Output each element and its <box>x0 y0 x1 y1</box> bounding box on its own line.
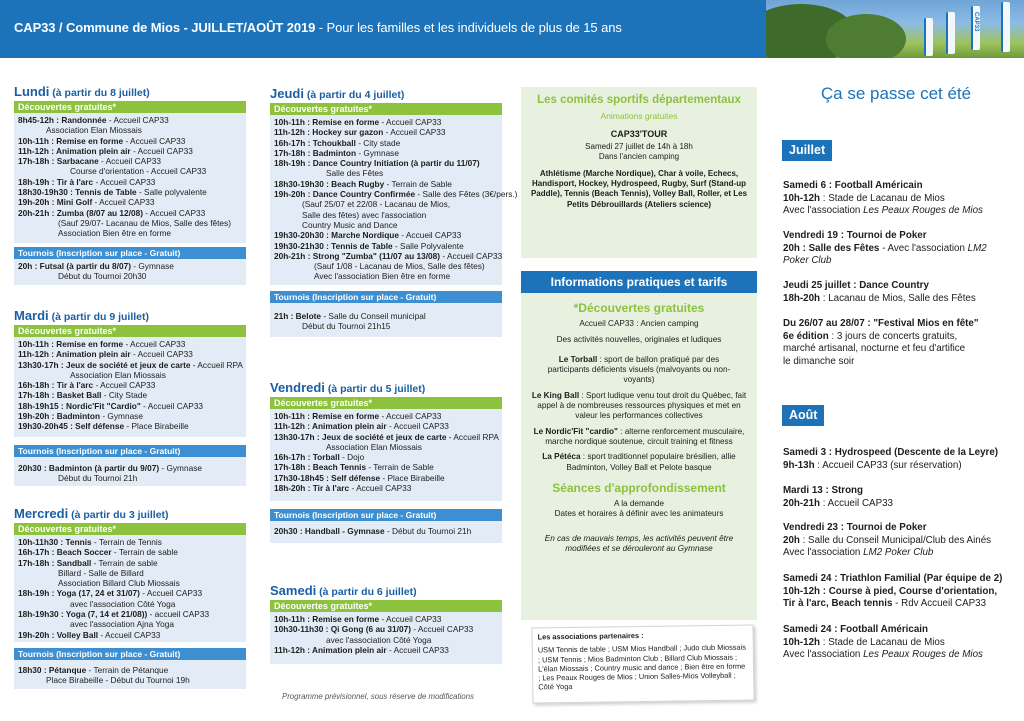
info-box <box>521 293 757 620</box>
activity-row: 18h30-19h30 : Beach Rugby - Terrain de Sable <box>274 178 452 189</box>
event-line: Du 26/07 au 28/07 : "Festival Mios en fête" <box>783 318 979 329</box>
activity-row: 17h-18h : Badminton - Gymnase <box>274 147 399 158</box>
activity-row: 18h-19h30 : Yoga (7, 14 et 21/08)) - accueil CAP33 <box>18 609 210 620</box>
day-mercredi <box>14 506 246 689</box>
activity-row: 20h30 : Badminton (à partir du 9/07) - Gymnase <box>18 463 202 473</box>
flag-icon <box>1001 2 1010 52</box>
activity-row: 16h-17h : Beach Soccer - Terrain de sable <box>18 547 178 558</box>
event-line: 10h-12h : Course à pied, Course d'orientation, <box>783 585 998 597</box>
day-title: Lundi (à partir du 8 juillet) <box>14 84 150 99</box>
event-line: Poker Club <box>783 255 832 267</box>
activity-row: 19h30-20h30 : Marche Nordique - Accueil CAP33 <box>274 230 462 241</box>
event-line: Avec l'association Les Peaux Rouges de Mios <box>783 649 983 661</box>
tour-activities: Athlétisme (Marche Nordique), Char à voile, Echecs, Handisport, Hockey, Hydrospeed, Rugby, Surf (Stand-up Paddle), Tennis (Beach Tennis), Volley Ball, Roller, et Les Petits Débrouillards (Ateliers science) <box>530 169 748 209</box>
day-title: Mercredi (à partir du 3 juillet) <box>14 506 169 521</box>
activity-row: 13h30-17h : Jeux de société et jeux de carte - Accueil RPA <box>274 431 499 442</box>
event-line: Avec l'association LM2 Poker Club <box>783 547 934 559</box>
activity-row: 17h-18h : Sarbacane - Accueil CAP33 <box>18 156 161 167</box>
activity-row: 20h-21h : Zumba (8/07 au 12/08) - Accueil CAP33 <box>18 207 206 218</box>
activity-row: Salle des Fêtes <box>326 168 384 179</box>
activity-row: 10h-11h : Remise en forme - Accueil CAP33 <box>274 411 442 421</box>
event-line: 20h-21h : Accueil CAP33 <box>783 497 894 509</box>
activity-row: 18h30 : Pétanque - Terrain de Pétanque <box>18 665 169 675</box>
activity-row: 18h-20h : Tir à l'arc - Accueil CAP33 <box>274 483 412 494</box>
activity-row: 16h-18h : Tir à l'arc - Accueil CAP33 <box>18 380 156 391</box>
activity-row: 20h : Futsal (à partir du 8/07) - Gymnase <box>18 261 174 271</box>
page-title: CAP33 / Commune de Mios - JUILLET/AOÛT 2019 - Pour les familles et les individuels de plus de 15 ans <box>14 20 622 35</box>
activity-row: Place Birabeille - Début du Tournoi 19h <box>46 675 190 686</box>
day-title: Samedi (à partir du 6 juillet) <box>270 583 417 598</box>
day-title: Mardi (à partir du 9 juillet) <box>14 308 150 323</box>
event-line: 6e édition : 3 jours de concerts gratuits, <box>783 330 958 342</box>
peteca-desc: La Pétéca : sport traditionnel populaire brésilien, allie Badminton, Volley Ball et Pelote basque <box>542 452 736 472</box>
activity-row: Course d'orientation - Accueil CAP33 <box>70 166 207 177</box>
tour-title: CAP33'TOUR <box>610 129 668 140</box>
activity-row: (Sauf 25/07 et 22/08 - Lacanau de Mios, <box>302 199 451 210</box>
decouvertes-label: Découvertes gratuites* <box>270 600 502 612</box>
event-item <box>783 447 1013 472</box>
decouvertes-title: *Découvertes gratuites <box>573 301 705 315</box>
event-line: 10h-12h : Stade de Lacanau de Mios <box>783 192 945 204</box>
activity-row: 20h30 : Handball - Gymnase - Début du Tournoi 21h <box>274 526 472 536</box>
event-item <box>783 318 1013 368</box>
seances-title: Séances d'approfondissement <box>552 480 726 495</box>
tournoi-list <box>270 303 502 337</box>
activity-row: 11h-12h : Hockey sur gazon - Accueil CAP33 <box>274 127 446 138</box>
demande-text: A la demande <box>613 499 665 509</box>
meteo-text: En cas de mauvais temps, les activités peuvent être modifiées et se dérouleront au Gymnase <box>544 533 734 554</box>
tournois-label: Tournois (Inscription sur place - Gratuit) <box>270 291 502 303</box>
kingball-desc: Le King Ball : Sport ludique venu tout droit du Québec, fait appel à de nombreuses ressources physiques et met en valeur les performances collectives <box>531 390 747 421</box>
comites-title: Les comités sportifs départementaux <box>537 94 741 106</box>
activity-row: 10h30-11h30 : Qi Gong (6 au 31/07) - Accueil CAP33 <box>274 624 474 635</box>
month-aout: Août <box>782 405 824 426</box>
event-item <box>783 230 1013 268</box>
event-item <box>783 522 1013 560</box>
tour-date: Samedi 27 juillet de 14h à 18h <box>585 141 693 151</box>
event-line: Vendredi 19 : Tournoi de Poker <box>783 230 927 241</box>
activity-row: 8h45-12h : Randonnée - Accueil CAP33 <box>18 115 169 125</box>
event-item <box>783 624 1013 662</box>
event-item <box>783 280 1013 305</box>
activity-row: 11h-12h : Animation plein air - Accueil CAP33 <box>274 421 449 432</box>
event-line: 18h-20h : Lacanau de Mios, Salle des Fêtes <box>783 292 976 304</box>
activity-row: 19h-20h : Volley Ball - Accueil CAP33 <box>18 629 161 640</box>
day-title: Jeudi (à partir du 4 juillet) <box>270 86 405 101</box>
partners-note <box>531 624 754 703</box>
activity-row: 19h-20h : Mini Golf - Accueil CAP33 <box>18 197 155 208</box>
nordic-desc: Le Nordic'Fit "cardio" : alterne renforcement musculaire, marche nordique soutenue, circuit training et fitness <box>533 426 745 446</box>
activity-list <box>270 409 502 501</box>
event-line: Samedi 24 : Triathlon Familial (Par équipe de 2) <box>783 573 1003 584</box>
event-item <box>783 573 1013 611</box>
activity-row: 18h-19h15 : Nordic'Fit "Cardio" - Accueil CAP33 <box>18 400 204 411</box>
day-vendredi <box>270 380 502 543</box>
activity-row: 19h-20h : Dance Country Confirmée - Salle des Fêtes (3€/pers.) <box>274 189 518 200</box>
decouvertes-label: Découvertes gratuites* <box>270 103 502 115</box>
flag-icon <box>924 18 933 56</box>
decouvertes-label: Découvertes gratuites* <box>270 397 502 409</box>
activity-row: 19h30-21h30 : Tennis de Table - Salle Polyvalente <box>274 240 464 251</box>
day-title: Vendredi (à partir du 5 juillet) <box>270 380 426 395</box>
event-line: Jeudi 25 juillet : Dance Country <box>783 280 929 291</box>
day-lundi <box>14 84 246 285</box>
activity-list <box>14 535 246 642</box>
activity-row: 10h-11h : Remise en forme - Accueil CAP33 <box>274 614 442 624</box>
activity-row: 10h-11h30 : Tennis - Terrain de Tennis <box>18 537 162 547</box>
activity-row: Association Elan Miossais <box>326 441 422 452</box>
summer-title: Ça se passe cet été <box>820 84 972 103</box>
activity-row: 10h-11h : Remise en forme - Accueil CAP33 <box>274 117 442 127</box>
tournoi-list <box>14 457 246 486</box>
flag-icon: CAP33 <box>971 6 980 50</box>
activity-row: Association Bien être en forme <box>58 228 171 239</box>
decouvertes-label: Découvertes gratuites* <box>14 101 246 113</box>
event-line: 20h : Salle des Fêtes - Avec l'association LM2 <box>783 242 987 254</box>
header-banner <box>0 0 766 58</box>
day-samedi <box>270 583 502 664</box>
tournois-label: Tournois (Inscription sur place - Gratuit) <box>14 648 246 660</box>
event-line: 9h-13h : Accueil CAP33 (sur réservation) <box>783 459 962 471</box>
activity-row: avec l'association Côté Yoga <box>70 598 176 609</box>
event-line: Samedi 3 : Hydrospeed (Descente de la Leyre) <box>783 447 999 458</box>
event-line: le dimanche soir <box>783 355 855 367</box>
activity-row: 11h-12h : Animation plein air - Accueil CAP33 <box>18 349 193 360</box>
event-line: Samedi 6 : Football Américain <box>783 180 923 191</box>
activity-row: Début du Tournoi 20h30 <box>58 271 147 282</box>
activity-row: 10h-11h : Remise en forme - Accueil CAP33 <box>18 339 186 349</box>
partners-title: Les associations partenaires : <box>537 630 644 642</box>
decouvertes-label: Découvertes gratuites* <box>14 523 246 535</box>
event-line: Mardi 13 : Strong <box>783 485 864 496</box>
activity-row: 18h-19h : Dance Country Initiation (à partir du 11/07) <box>274 158 480 169</box>
event-line: Tir à l'arc, Beach tennis - Rdv Accueil CAP33 <box>783 598 987 610</box>
tournois-label: Tournois (Inscription sur place - Gratuit) <box>14 445 246 457</box>
tour-place: Dans l'ancien camping <box>598 151 680 161</box>
activity-list <box>14 113 246 243</box>
activity-row: Country Music and Dance <box>302 219 398 230</box>
activity-row: Début du Tournoi 21h <box>58 473 138 484</box>
event-item <box>783 180 1013 218</box>
day-mardi <box>14 308 246 486</box>
activity-row: 21h : Belote - Salle du Conseil municipal <box>274 311 426 321</box>
activity-row: 18h-19h : Yoga (17, 24 et 31/07) - Accueil CAP33 <box>18 588 203 599</box>
activity-row: 18h-19h : Tir à l'arc - Accueil CAP33 <box>18 176 156 187</box>
header-photo <box>766 0 1024 58</box>
activity-row: Association Billard Club Miossais <box>58 578 180 589</box>
dates-text: Dates et horaires à définir avec les animateurs <box>554 509 724 519</box>
flag-icon <box>946 12 955 54</box>
event-line: 10h-12h : Stade de Lacanau de Mios <box>783 636 945 648</box>
activity-row: 20h-21h : Strong "Zumba" (11/07 au 13/08) - Accueil CAP33 <box>274 250 503 261</box>
activity-row: 16h-17h : Tchoukball - City stade <box>274 137 401 148</box>
tournois-label: Tournois (Inscription sur place - Gratuit) <box>270 509 502 521</box>
day-jeudi <box>270 86 518 337</box>
activity-row: 17h-18h : Sandball - Terrain de sable <box>18 557 158 568</box>
activity-list <box>270 115 518 285</box>
activity-row: avec l'association Côté Yoga <box>326 634 432 645</box>
activity-row: 19h-20h : Badminton - Gymnase <box>18 411 143 422</box>
event-item <box>783 485 1013 510</box>
activity-row: Billard - Salle de Billard <box>58 567 144 578</box>
accueil-text: Accueil CAP33 : Ancien camping <box>579 319 699 329</box>
comites-subtitle: Animations gratuites <box>600 111 678 122</box>
activity-row: 16h-17h : Torball - Dojo <box>274 452 365 463</box>
event-line: Samedi 24 : Football Américain <box>783 624 928 635</box>
event-line: 20h : Salle du Conseil Municipal/Club des Ainés <box>783 534 992 546</box>
activity-row: Association Elan Miossais <box>70 369 166 380</box>
tournois-label: Tournois (Inscription sur place - Gratuit) <box>14 247 246 259</box>
activity-row: 17h-18h : Beach Tennis - Terrain de Sable <box>274 462 434 473</box>
tournoi-list <box>270 521 502 543</box>
activity-row: 17h30-18h45 : Self défense - Place Birabeille <box>274 472 445 483</box>
activity-row: Début du Tournoi 21h15 <box>302 321 391 332</box>
activity-list <box>14 337 246 437</box>
torball-desc: Le Torball : sport de ballon pratiqué par des participants déficients visuels (malvoyants ou non-voyants) <box>547 354 731 385</box>
nouvelles-text: Des activités nouvelles, originales et ludiques <box>556 334 722 344</box>
comites-box <box>521 87 757 258</box>
activity-row: 17h-18h : Basket Ball - City Stade <box>18 390 148 401</box>
activity-row: (Sauf 1/08 - Lacanau de Mios, Salle des fêtes) <box>314 261 485 272</box>
month-juillet: Juillet <box>782 140 832 161</box>
activity-row: 11h-12h : Animation plein air - Accueil CAP33 <box>18 145 193 156</box>
footer-note: Programme prévisionnel, sous réserve de modifications <box>282 692 474 701</box>
activity-row: 11h-12h : Animation plein air - Accueil CAP33 <box>274 644 449 655</box>
event-line: marché artisanal, nocturne et feu d'artifice <box>783 343 966 355</box>
event-line: Vendredi 23 : Tournoi de Poker <box>783 522 927 533</box>
activity-row: 18h30-19h30 : Tennis de Table - Salle polyvalente <box>18 187 207 198</box>
event-line: Avec l'association Les Peaux Rouges de Mios <box>783 205 983 217</box>
activity-row: avec l'association Ajna Yoga <box>70 619 174 630</box>
activity-row: Salle des fêtes) avec l'association <box>302 209 427 220</box>
activity-row: 13h30-17h : Jeux de société et jeux de carte - Accueil RPA <box>18 359 243 370</box>
decouvertes-label: Découvertes gratuites* <box>14 325 246 337</box>
activity-row: 19h30-20h45 : Self défense - Place Birabeille <box>18 421 189 432</box>
tournoi-list <box>14 259 246 285</box>
activity-list <box>270 612 502 664</box>
partners-text: USM Tennis de table ; USM Mios Handball ; Judo club Miossais ; USM Tennis ; Mios Badminton Club ; Billard Club Miossais ; L'élan Miossais ; Country music and dance ; Bien être en forme ; Les Peaux Rouges de Mios ; Union Salles-Mios Volleyball ; Côté Yoga <box>537 642 746 692</box>
activity-row: (Sauf 29/07- Lacanau de Mios, Salle des fêtes) <box>58 217 231 228</box>
activity-row: Association Elan Miossais <box>46 125 142 136</box>
activity-row: 10h-11h : Remise en forme - Accueil CAP33 <box>18 135 186 146</box>
activity-row: Avec l'association Bien être en forme <box>314 271 451 282</box>
tournoi-list <box>14 660 246 689</box>
info-title: Informations pratiques et tarifs <box>521 271 757 293</box>
